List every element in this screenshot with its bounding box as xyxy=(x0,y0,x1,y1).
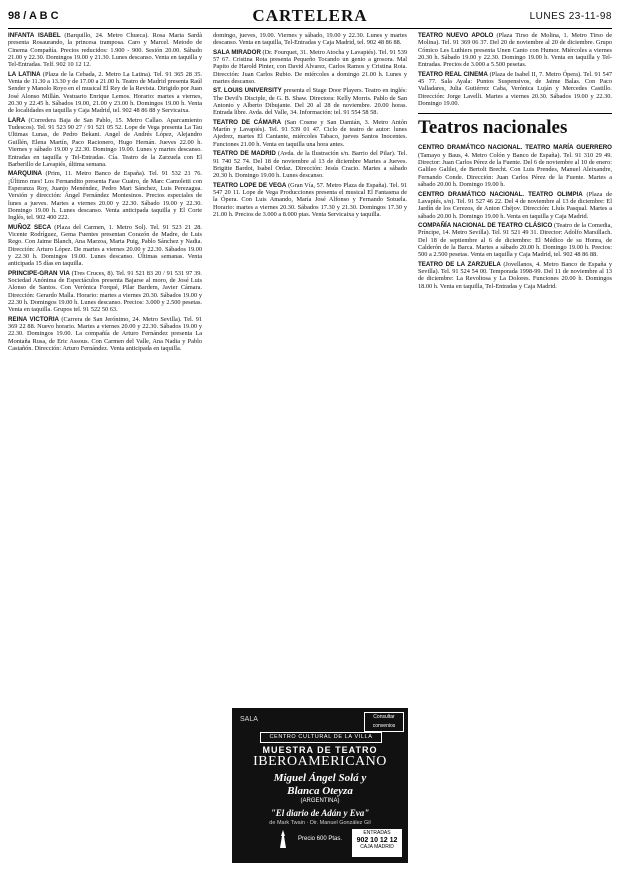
listing-entry xyxy=(8,224,202,268)
listing-entry xyxy=(213,87,407,116)
listing-venue: ST. LOUIS UNIVERSITY xyxy=(213,87,282,95)
listing-text: (Carrera de San Jerónimo, 24. Metro Sevilla). Tel. 91 369 22 88. Nuevo horario. Martes a viernes 20.00 y 22.30. Sábados 19.00 y 22.30. Domingos 19.00. La compañía de Arturo Fernández presenta La Montaña Rusa, de Eric Assous. Con Carmen del Valle, Ana Nadia y Pablo Castañón. Dirección: Arturo Fernández. Venta anticipada en taquilla. xyxy=(8,315,202,353)
listing-text: (Plaza de Isabel II, 7. Metro Ópera). Tel. 91 547 45 77. Sala Ayala: Puntos Suspensivos, de Jaime Balas. Con Paco Valladares, Julia Gutiérrez Caba, Verónica Luján y Mercedes Castillo. Dirección: Jorge Lavelli. Martes a viernes 20.30. Sábados 19.00 y 22.30. Domingo 19.00. xyxy=(418,70,612,108)
ad-badge: Consultar convenios xyxy=(364,712,404,732)
ad-venue-logo: CENTRO CULTURAL DE LA VILLA xyxy=(260,732,382,743)
listing-venue: TEATRO REAL CINEMA xyxy=(418,70,488,78)
theatre-advertisement xyxy=(232,708,408,863)
ad-play-title: "El diario de Adán y Eva" xyxy=(270,808,370,818)
listing-venue: PRINCIPE-GRAN VIA xyxy=(8,269,70,277)
listing-venue: INFANTA ISABEL xyxy=(8,32,61,39)
ad-country: (ARGENTINA) xyxy=(300,798,340,804)
listing-entry xyxy=(418,222,612,259)
listing-entry xyxy=(418,71,612,108)
listing-entry xyxy=(8,316,202,353)
listing-venue: LARA xyxy=(8,116,26,124)
listing-text: (Gran Vía, 57. Metro Plaza de España). Tel. 91 547 20 11. Lope de Vega Producciones presenta el musical El Fantasma de la Ópera. Con Luis Amando, María José Alfonso y Fernando Sotuela. Horario: martes a viernes 20.30. Sábados 17.30 y 21.30. Domingos 17.30 y 21.00 h. Precios de 3.000 a 8.000 ptas. Venta Servicaixa y taquilla. xyxy=(213,181,407,218)
listing-entry xyxy=(213,119,407,148)
listing-text: (Tamayo y Baus, 4. Metro Colón y Banco de España). Tel. 91 310 29 49. Director: Juan Carlos Pérez de la Fuente. Del 6 de noviembre al 10 de enero: Galileo Galilei, de Bertolt Brecht. Con Luis Prendes, Manuel Aleixandre, Fernando Conde. Dirección: Juan Carlos Pérez de la Fuente. Martes a sábado 20.00 h. Domingo 19.00 h. xyxy=(418,151,612,189)
listing-entry xyxy=(8,71,202,115)
ad-event-kicker: MUESTRA DE TEATRO xyxy=(262,745,378,755)
listing-entry xyxy=(213,150,407,179)
listing-entry xyxy=(213,182,407,219)
issue-date: LUNES 23-11-98 xyxy=(529,11,612,22)
listing-entry xyxy=(418,191,612,220)
listing-text: (Plaza Tirso de Molina, 1. Metro Tirso de Molina). Tel. 91 369 06 37. Del 20 de noviembre al 20 de diciembre. Grupo Cómico Les Luthiers presenta Unen Canto con Humor. Miércoles a viernes 20.30 h. Sábado 19.00 y 22.30. Domingo 19.00 h. Venta en taquilla y Tel-Entradas. Precios de 3.000 a 5.500 pesetas. xyxy=(418,32,612,69)
listing-entry xyxy=(8,170,202,221)
ad-tickets-bank: CAJA MADRID xyxy=(360,843,394,850)
listing-venue: TEATRO DE CÁMARA xyxy=(213,118,282,126)
listing-text: (Prim, 11. Metro Banco de España). Tel. 91 532 21 76. ¡Último mes! Los Fernandito presenta Fase Cuatro, de Marc Camoletti con Esperanza Roy, Juanjo Menéndez, Pedro Mari Sánchez, Luis Perezagua. Versión y dirección: Ángel Fernández Montesinos. Precios especiales de lunes a jueves. Martes a viernes 20.00 y 22.30. Sábado 19.00 y 22.30. Domingo 19.00 h. Lunes descanso. Venta anticipada taquilla y El Corte Inglés, tel. 902 400 222. xyxy=(8,170,202,222)
listing-text: domingo, jueves, 19.00. Viernes y sábado, 19.00 y 22.30. Lunes y martes descanso. Venta en taquilla, Tel-Entradas y Caja Madrid, tel. 902 48 86 88. xyxy=(213,32,407,47)
listings-column-3 xyxy=(418,32,612,872)
listing-text: (Teatro de la Comedia, Príncipe, 14. Metro Sevilla). Tel. 91 521 49 31. Director: Adolfo Marsillach. Del 18 de septiembre al 6 de diciembre: El Médico de su Honra, de Calderón de la Barca. Martes a sábado 20.00 h. Domingo 19.00 h. Precios: 500 a 2.500 pesetas. Venta en taquilla y Caja Madrid, tel. 902 48 86 88. xyxy=(418,221,612,259)
listing-venue: COMPAÑÍA NACIONAL DE TEATRO CLÁSICO xyxy=(418,221,553,229)
ad-performer-2: Blanca Oteyza xyxy=(287,785,353,797)
listing-venue: REINA VICTORIA xyxy=(8,315,60,323)
listing-venue: TEATRO DE MADRID xyxy=(213,150,276,158)
listing-venue: MUÑOZ SECA xyxy=(8,223,52,231)
listing-venue: MARQUINA xyxy=(8,170,43,178)
listing-text: (Plaza de Lavapiés, s/n). Tel. 91 527 46 22. Del 4 de noviembre al 13 de diciembre: El Jardín de los Cerezos, de Anton Chéjov. Dirección: Lluís Pasqual. Martes a sábado 20.00 h. Domingo 19.00 h. Venta en taquilla y Caja Madrid. xyxy=(418,190,612,220)
ad-tickets-phone: 902 10 12 12 xyxy=(356,836,398,844)
listing-entry xyxy=(8,270,202,314)
listing-text: (Plaza de la Cebada, 2. Metro La Latina). Tel. 91 365 28 35. Venta de 11.30 a 13.30 y de 17.00 a 21.00 h. Teatro de Madrid presenta Raúl Sender y Manolo Royo en el musical El Rey de la Revista. Dirigido por Juan José Alonso Millán. Vestuario Enrique Lemos. Horario: martes a viernes, 20.30 y 22.45 h. Sábados 19.00, 21.00 y 23.00 h. Domingos 19.00 h. Venta de localidades en taquilla y Caja Madrid, tel. 902 48 86 88 y Servicaixa. xyxy=(8,70,202,115)
ad-performer-1: Miguel Ángel Solá y xyxy=(273,772,367,784)
listing-text: (Barquillo, 24. Metro Chueca). Rosa Maria Sardà presenta Rosaurando, la princesa tramposa. Caro y Marcel. Metodo de Cinema Compañía. Precios reducidos: 1.900 - 900. Sesión 20.00. Sábado 21.00 y 22.30. Domingos 19.00 y 21.30. Lunes descanso. Venta en taquilla y Tel-Entradas. Telf. 902 10 12 12. xyxy=(8,32,202,69)
ad-tickets-label: ENTRADAS xyxy=(363,830,391,836)
listing-text: (Jovellanos, 4. Metro Banco de España y Sevilla). Tel. 91 524 54 00. Temporada 1998-99. Del 11 de noviembre al 13 de diciembre: La Revoltosa y La Dolores. Funciones 20.00 h. Domingos 18.00 h. Venta en taquilla, Tel-Entradas y Caja Madrid. xyxy=(418,260,612,290)
listing-text: (Corredera Baja de San Pablo, 15. Metro Callao. Aparcamiento Tudescos). Tel. 91 523 90 27 / 91 521 05 52. Lope de Vega presenta La Tau Ultimas Lunas, de Pedro Bekani. Angel de Andrés López, Alejandro Guillén, Elena Martín, Paco Racionero, Hugo Hernán. Jueves 22.00 h. Viernes y sábado 19.00 y 22.30. Domingo 19.00. Lunes y martes descanso. Entradas en taquilla y Tel-Entradas. Cía. Teatro de la Zarzuela con El Barberillo de Lavapiés, última semana. xyxy=(8,116,202,168)
listings-column-1 xyxy=(8,32,202,872)
page-number: 98 / A B C xyxy=(8,10,59,22)
listings-column-2 xyxy=(213,32,407,532)
listing-text: presenta el Stage Door Players. Teatro en inglés: The Devil's Disciple, de G. B. Shaw. Directora: Kelly Morris. Pablo de San Antonio y Alberto Dibujante. Del 20 al 28 de noviembre. 20.00 horas. Entrada libre. Avda. del Valle, 34. Información: tel. 91 554 58 58. xyxy=(213,87,407,117)
listing-venue: LA LATINA xyxy=(8,70,41,78)
listing-entry xyxy=(8,32,202,69)
listing-text: (Avda. de la Ilustración s/n. Barrio del Pilar). Tel. 91 740 52 74. Del 18 de noviembre al 13 de diciembre Martes a Jueves. Brigitte Bardot, Isabel Ordaz. Dirección: Jesús Cracio. Martes a sábado 20.30 h. Domingo 19.00 h. Lunes descanso. xyxy=(213,150,407,180)
listing-entry xyxy=(213,49,407,86)
page-header xyxy=(8,6,612,29)
listing-entry xyxy=(418,261,612,290)
listing-venue: CENTRO DRAMÁTICO NACIONAL. TEATRO OLIMPIA xyxy=(418,190,583,198)
section-title: CARTELERA xyxy=(252,6,368,25)
national-theatres-heading: Teatros nacionales xyxy=(418,113,612,139)
listing-venue: SALA MIRADOR xyxy=(213,48,261,56)
listing-text: (San Cosme y San Damián, 3. Metro Antón Martín y Lavapiés). Tel. 91 539 01 47. Ciclo de teatro de autor: lunes Ajedrez, martes El Cantante, miércoles Tabaco, jueves Santos Inocentes. Funciones 21.00 h. Venta en taquilla una hora antes. xyxy=(213,118,407,148)
listing-entry xyxy=(418,32,612,69)
tower-icon xyxy=(278,830,288,848)
listing-venue: CENTRO DRAMÁTICO NACIONAL. TEATRO MARÍA GUERRERO xyxy=(418,144,612,152)
listing-entry xyxy=(213,32,407,47)
ad-price: Precio 600 Ptas. xyxy=(298,836,343,842)
listing-venue: TEATRO LOPE DE VEGA xyxy=(213,181,287,189)
listing-text: (Tres Cruces, 8). Tel. 91 521 83 20 / 91 531 97 39. Sociedad Anónima de Espectáculos presenta Bajarse al moro, de José Luis Alonso de Santos. Con Verónica Forqué, Pilar Bardem, Javier Cámara. Dirección: Gerardo Malla. Horario: martes a viernes 20.30. Sábados 19.00 y 22.30 h. Domingos 19.00 h. Lunes descanso. Precios: 3.000 y 2.500 pesetas. Venta en taquilla. Grupos tel. 91 522 50 63. xyxy=(8,269,202,314)
listing-entry xyxy=(418,144,612,188)
listing-venue: TEATRO NUEVO APOLO xyxy=(418,32,494,39)
ad-tickets-box xyxy=(352,829,402,857)
ad-event-title: IBEROAMERICANO xyxy=(253,754,387,769)
ad-credits: de Mark Twain · Dir. Manuel González Gil xyxy=(269,820,371,826)
listing-venue: TEATRO DE LA ZARZUELA xyxy=(418,260,501,268)
listing-text: (Dr. Fourquet, 31. Metro Atocha y Lavapiés). Tel. 91 539 57 67. Cristina Rota presenta Pequeño Tocando un genio a grosora. Mal Papito de Harold Pinter, con David Alvarez, Carlos Ramos y Cristina Rota. Dirección: Juan Carlos Rubio. De miércoles a domingo 21.00 h. Lunes y martes descanso. xyxy=(213,48,407,86)
ad-venue-label: SALA xyxy=(240,716,258,723)
listing-entry xyxy=(8,117,202,168)
listing-text: (Plaza del Carmen, 1. Metro Sol). Tel. 91 523 21 28. Vicente Rodríguez, Gema Fuentes presentan Corazón de Madre, de Luis Rego. Con Jaime Blanch, Ana Marzoa, Marta Puig, Pablo Sánchez y Nadia. Dirección: Arturo López. De martes a viernes 20.00 y 22.30. Sábados 19.00 y 22.30 h. Domingos 19.00. Lunes descanso. Últimas semanas. Venta anticipada 15 días en taquilla. xyxy=(8,223,202,268)
